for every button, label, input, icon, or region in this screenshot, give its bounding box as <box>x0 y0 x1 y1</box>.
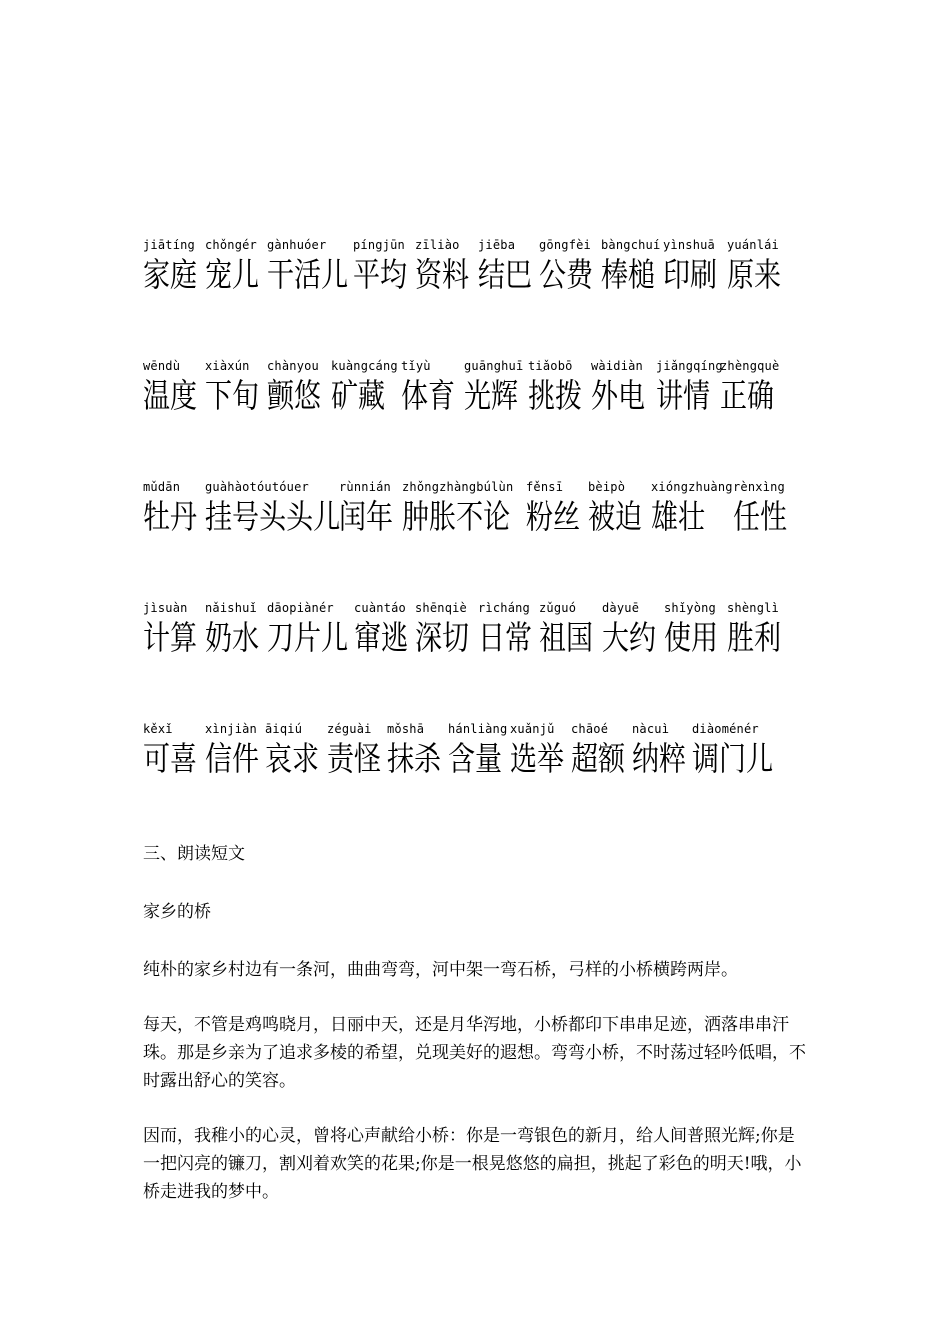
vocab-item <box>602 599 664 720</box>
vocab-item <box>267 236 353 357</box>
word: 责怪 <box>327 739 382 778</box>
word: 祖国 <box>539 618 594 657</box>
word: 体育 <box>401 376 456 415</box>
pinyin: dàyuē <box>602 601 640 615</box>
vocab-item <box>415 236 478 357</box>
pinyin: bèipò <box>588 480 626 494</box>
pinyin: xuǎnjǔ <box>510 722 555 736</box>
vocab-item <box>692 720 778 841</box>
word: 哀求 <box>265 739 320 778</box>
pinyin: zǔguó <box>539 601 577 615</box>
vocab-item <box>205 720 265 841</box>
vocab-item <box>663 236 727 357</box>
vocab-item <box>205 478 339 599</box>
word: 深切 <box>415 618 470 657</box>
word: 牡丹 <box>143 497 198 536</box>
vocab-item <box>354 599 415 720</box>
word: 结巴 <box>478 255 533 294</box>
word: 原来 <box>727 255 782 294</box>
pinyin: kěxǐ <box>143 722 173 736</box>
pinyin: mǒshā <box>387 722 425 736</box>
pinyin: chāoé <box>571 722 609 736</box>
word: 温度 <box>143 376 198 415</box>
pinyin: píngjūn <box>353 238 405 252</box>
pinyin: rènxìng <box>733 480 785 494</box>
vocab-item <box>727 236 789 357</box>
pinyin: xìnjiàn <box>205 722 257 736</box>
word: 粉丝 <box>526 497 581 536</box>
word: 大约 <box>602 618 657 657</box>
vocab-item <box>733 478 795 599</box>
word: 挑拨 <box>528 376 583 415</box>
pinyin: shēnqiè <box>415 601 467 615</box>
vocab-item <box>205 236 267 357</box>
vocab-item <box>651 478 733 599</box>
pinyin: guàhàotóutóuer <box>205 480 309 494</box>
word: 使用 <box>664 618 719 657</box>
pinyin: diàoménér <box>692 722 759 736</box>
vocab-item <box>464 357 528 478</box>
vocab-item <box>478 599 539 720</box>
vocab-item <box>727 599 789 720</box>
pinyin: dāopiànér <box>267 601 334 615</box>
word: 调门儿 <box>692 739 774 778</box>
pinyin: zhǒngzhàngbúlùn <box>402 480 514 494</box>
vocab-item <box>510 720 571 841</box>
section-heading: 三、朗读短文 <box>143 844 245 864</box>
word: 信件 <box>205 739 260 778</box>
word: 外电 <box>591 376 646 415</box>
vocab-item <box>143 236 205 357</box>
pinyin: jìsuàn <box>143 601 188 615</box>
vocab-item <box>143 357 205 478</box>
pinyin: kuàngcáng <box>331 359 398 373</box>
vocab-item <box>526 478 588 599</box>
vocab-item <box>720 357 782 478</box>
word: 肿胀不论 <box>402 497 511 536</box>
pinyin: tiǎobō <box>528 359 573 373</box>
vocab-item <box>448 720 510 841</box>
pinyin: jiātíng <box>143 238 195 252</box>
pinyin: nǎishuǐ <box>205 601 257 615</box>
word: 下旬 <box>205 376 260 415</box>
pinyin: zhèngquè <box>720 359 780 373</box>
word: 矿藏 <box>331 376 386 415</box>
word: 家庭 <box>143 255 198 294</box>
vocab-row <box>143 720 803 841</box>
word: 宠儿 <box>205 255 260 294</box>
article-title: 家乡的桥 <box>143 902 211 922</box>
vocab-item <box>591 357 656 478</box>
vocab-item <box>539 236 601 357</box>
vocab-row <box>143 357 803 478</box>
vocab-item <box>528 357 591 478</box>
vocab-row <box>143 478 803 599</box>
pinyin: guānghuī <box>464 359 524 373</box>
pinyin: nàcuì <box>632 722 670 736</box>
word: 公费 <box>539 255 594 294</box>
pinyin: yuánlái <box>727 238 779 252</box>
word: 胜利 <box>727 618 782 657</box>
vocab-item <box>265 720 327 841</box>
word: 正确 <box>720 376 775 415</box>
word: 资料 <box>415 255 470 294</box>
vocab-item <box>415 599 478 720</box>
vocab-item <box>387 720 448 841</box>
pinyin: rùnnián <box>339 480 391 494</box>
pinyin: shǐyòng <box>664 601 716 615</box>
word: 可喜 <box>143 739 198 778</box>
word: 挂号头头儿 <box>205 497 341 536</box>
pinyin: zīliào <box>415 238 460 252</box>
word: 闰年 <box>339 497 394 536</box>
vocab-item <box>664 599 727 720</box>
pinyin: chǒngér <box>205 238 257 252</box>
vocab-item <box>267 357 331 478</box>
pinyin: chànyou <box>267 359 319 373</box>
vocabulary-table <box>143 236 803 841</box>
word: 奶水 <box>205 618 260 657</box>
word: 窜逃 <box>354 618 409 657</box>
word: 计算 <box>143 618 198 657</box>
pinyin: jiǎngqíng <box>656 359 723 373</box>
word: 被迫 <box>588 497 643 536</box>
vocab-item <box>143 720 205 841</box>
vocab-item <box>143 599 205 720</box>
pinyin: gōngfèi <box>539 238 591 252</box>
vocab-item <box>205 357 267 478</box>
vocab-item <box>539 599 602 720</box>
word: 讲情 <box>656 376 711 415</box>
vocab-item <box>656 357 723 478</box>
pinyin: hánliàng <box>448 722 508 736</box>
vocab-row <box>143 599 803 720</box>
vocab-item <box>632 720 692 841</box>
pinyin: rìcháng <box>478 601 530 615</box>
pinyin: wàidiàn <box>591 359 643 373</box>
word: 光辉 <box>464 376 519 415</box>
vocab-item <box>143 478 205 599</box>
paragraph: 每天，不管是鸡鸣晓月，日丽中天，还是月华泻地，小桥都印下串串足迹，洒落串串汗珠。那是乡亲为了追求多棱的希望，兑现美好的遐想。弯弯小桥，不时荡过轻吟低唱，不时露出舒心的笑容。 <box>143 1015 806 1091</box>
word: 平均 <box>353 255 408 294</box>
vocab-item <box>327 720 387 841</box>
pinyin: cuàntáo <box>354 601 406 615</box>
pinyin: bàngchuí <box>601 238 661 252</box>
pinyin: xióngzhuàng <box>651 480 733 494</box>
word: 印刷 <box>663 255 718 294</box>
pinyin: āiqiú <box>265 722 303 736</box>
word: 日常 <box>478 618 533 657</box>
word: 纳粹 <box>632 739 687 778</box>
word: 雄壮 <box>651 497 706 536</box>
vocab-item <box>331 357 401 478</box>
word: 超额 <box>571 739 626 778</box>
vocab-item <box>339 478 402 599</box>
pinyin: xiàxún <box>205 359 250 373</box>
word: 任性 <box>733 497 788 536</box>
pinyin: tǐyù <box>401 359 431 373</box>
paragraph: 纯朴的家乡村边有一条河，曲曲弯弯，河中架一弯石桥，弓样的小桥横跨两岸。 <box>143 960 738 980</box>
word: 棒槌 <box>601 255 656 294</box>
word: 选举 <box>510 739 565 778</box>
paragraph: 因而，我稚小的心灵，曾将心声献给小桥：你是一弯银色的新月，给人间普照光辉;你是一把闪亮的镰刀，割刈着欢笑的花果;你是一根晃悠悠的扁担，挑起了彩色的明天!哦，小桥走进我的梦中。 <box>143 1126 802 1202</box>
pinyin: shènglì <box>727 601 779 615</box>
pinyin: jiēba <box>478 238 516 252</box>
word: 刀片儿 <box>267 618 349 657</box>
vocab-item <box>478 236 539 357</box>
pinyin: gànhuóer <box>267 238 327 252</box>
pinyin: mǔdān <box>143 480 181 494</box>
word: 抹杀 <box>387 739 442 778</box>
vocab-item <box>353 236 415 357</box>
vocab-item <box>402 478 526 599</box>
pinyin: fěnsī <box>526 480 564 494</box>
pinyin: zéguài <box>327 722 372 736</box>
vocab-item <box>588 478 651 599</box>
vocab-item <box>571 720 632 841</box>
vocab-item <box>267 599 354 720</box>
word: 干活儿 <box>267 255 349 294</box>
vocab-item <box>401 357 464 478</box>
vocab-row <box>143 236 803 357</box>
vocab-item <box>601 236 663 357</box>
word: 含量 <box>448 739 503 778</box>
vocab-item <box>205 599 267 720</box>
pinyin: yìnshuā <box>663 238 715 252</box>
pinyin: wēndù <box>143 359 181 373</box>
word: 颤悠 <box>267 376 322 415</box>
